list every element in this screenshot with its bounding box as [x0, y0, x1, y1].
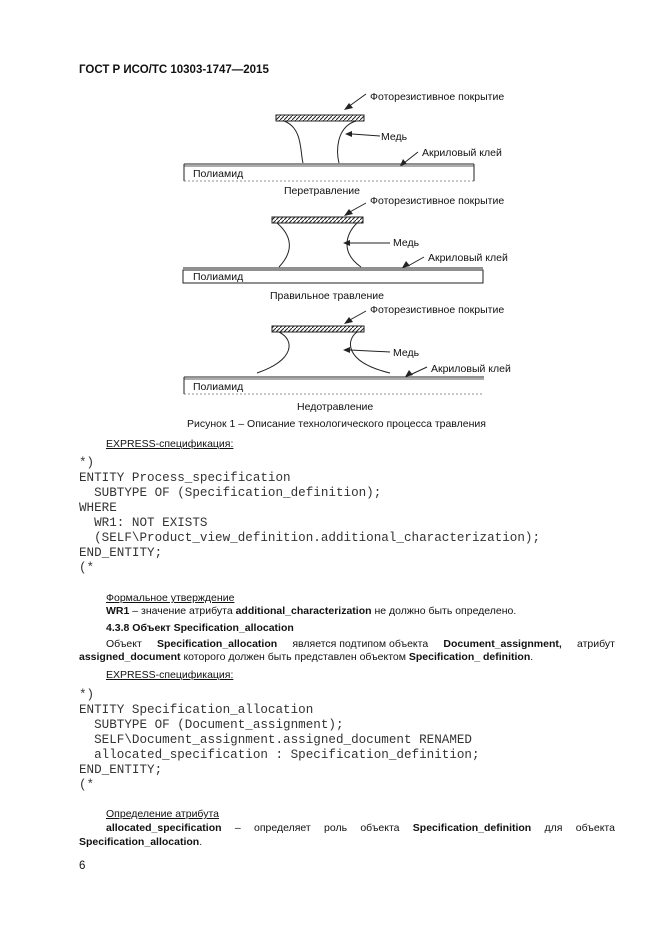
code-line: SUBTYPE OF (Document_assignment); — [79, 718, 344, 732]
leader-copper — [350, 350, 390, 352]
paragraph-word: атрибут — [577, 638, 615, 650]
leader-copper — [352, 134, 380, 136]
copper-wall-left — [284, 121, 303, 163]
panel-overetch — [184, 91, 504, 197]
arrow-copper — [345, 131, 352, 137]
label-polyimide: Полиамид — [193, 381, 244, 393]
panel-caption: Правильное травление — [270, 290, 384, 302]
label-adhesive: Акриловый клей — [431, 363, 511, 375]
copper-wall-right — [350, 332, 390, 373]
paragraph-entity: Document_assignment, — [443, 638, 562, 650]
label-copper: Медь — [393, 347, 420, 359]
photoresist-layer — [272, 326, 364, 332]
leader-adhesive — [408, 257, 424, 266]
code-line: ENTITY Specification_allocation — [79, 703, 314, 717]
copper-wall-left — [277, 223, 289, 267]
label-adhesive: Акриловый клей — [428, 252, 508, 264]
code-line: WHERE — [79, 501, 117, 515]
page-number: 6 — [79, 860, 86, 872]
code-line: SELF\Document_assignment.assigned_document RENAMED — [79, 733, 472, 747]
code-line: (SELF\Product_view_definition.additional_characterization); — [79, 531, 541, 545]
label-photoresist: Фоторезистивное покрытие — [370, 91, 505, 103]
attribute-definition-heading: Определение атрибута — [106, 808, 219, 820]
label-photoresist: Фоторезистивное покрытие — [370, 195, 505, 207]
definition-word: – — [234, 822, 241, 834]
label-copper: Медь — [381, 131, 408, 143]
formal-heading: Формальное утверждение — [106, 592, 235, 604]
code-line: *) — [79, 688, 95, 702]
rule-text: – значение атрибута — [129, 605, 236, 617]
definition-word: объекта — [575, 822, 615, 834]
leader-adhesive — [404, 152, 418, 163]
definition-entity: Specification_definition — [412, 822, 532, 834]
code-line: allocated_specification : Specification_definition; — [79, 748, 480, 762]
paragraph-word: является подтипом объекта — [292, 638, 429, 650]
rule-text: не должно быть определено. — [371, 605, 517, 617]
paragraph-entity: Specification_allocation — [156, 638, 278, 650]
code-line: (* — [79, 561, 95, 575]
panel-correct-etch — [183, 195, 508, 302]
formal-rule — [106, 603, 516, 619]
paragraph-text: которого должен быть представлен объектом — [180, 651, 409, 663]
section-paragraph-line-2 — [79, 649, 533, 665]
arrow-photoresist — [344, 209, 353, 216]
figure-caption: Рисунок 1 – Описание технологического процесса травления — [187, 418, 486, 430]
copper-wall-left — [257, 332, 289, 373]
label-polyimide: Полиамид — [193, 271, 244, 283]
definition-word: определяет — [253, 822, 311, 834]
paragraph-entity: Specification_ definition — [408, 651, 531, 663]
rule-attribute: additional_characterization — [235, 605, 372, 617]
definition-text: . — [199, 836, 203, 848]
document-header: ГОСТ Р ИСО/ТС 10303-1747—2015 — [79, 64, 269, 76]
arrow-adhesive — [402, 261, 410, 268]
arrow-adhesive — [400, 159, 407, 166]
label-copper: Медь — [393, 237, 420, 249]
attribute-name: allocated_specification — [106, 822, 222, 834]
label-polyimide: Полиамид — [193, 168, 244, 180]
code-line: WR1: NOT EXISTS — [79, 516, 208, 530]
code-line: END_ENTITY; — [79, 763, 163, 777]
panel-underetch — [184, 304, 511, 413]
express-code-block — [79, 456, 540, 576]
photoresist-layer — [272, 217, 363, 223]
photoresist-layer — [276, 115, 364, 121]
express-code-block — [79, 688, 480, 793]
etching-figure — [0, 0, 661, 440]
code-line: END_ENTITY; — [79, 546, 163, 560]
code-line: ENTITY Process_specification — [79, 471, 291, 485]
express-heading: EXPRESS-спецификация: — [106, 669, 234, 681]
code-line: (* — [79, 778, 95, 792]
arrow-adhesive — [405, 370, 413, 377]
leader-photoresist — [348, 94, 366, 107]
express-heading: EXPRESS-спецификация: — [106, 438, 234, 450]
definition-word: роль — [324, 822, 348, 834]
leader-adhesive — [412, 367, 427, 374]
code-line: *) — [79, 456, 95, 470]
definition-entity: Specification_allocation — [79, 836, 200, 848]
label-photoresist: Фоторезистивное покрытие — [370, 304, 505, 316]
paragraph-entity: assigned_document — [79, 651, 181, 663]
paragraph-text: . — [530, 651, 534, 663]
arrow-photoresist — [344, 317, 353, 324]
label-adhesive: Акриловый клей — [422, 147, 502, 159]
paragraph-word: Объект — [106, 638, 142, 650]
section-heading: 4.3.8 Объект Specification_allocation — [106, 622, 294, 634]
copper-wall-right — [338, 121, 356, 163]
attribute-definition-line-2 — [79, 834, 202, 850]
code-line: SUBTYPE OF (Specification_definition); — [79, 486, 382, 500]
arrow-copper — [343, 240, 350, 246]
definition-word: для — [544, 822, 563, 834]
panel-caption: Недотравление — [297, 401, 374, 413]
rule-id: WR1 — [106, 605, 130, 617]
arrow-copper — [343, 347, 350, 353]
definition-word: объекта — [360, 822, 400, 834]
panel-caption: Перетравление — [284, 185, 361, 197]
